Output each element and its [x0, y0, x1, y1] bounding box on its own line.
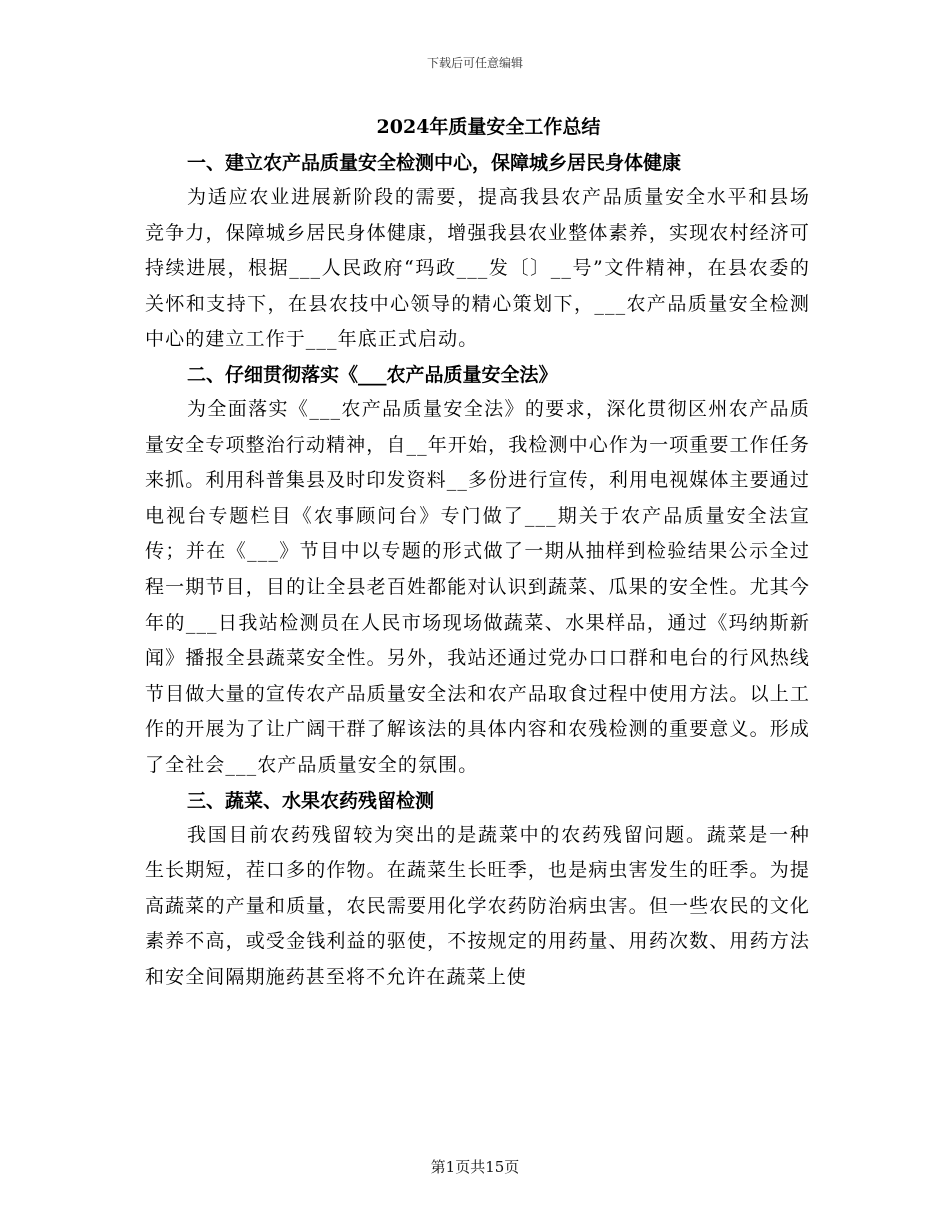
section-paragraph: 为全面落实《___农产品质量安全法》的要求，深化贯彻区州农产品质量安全专项整治行动精神，自__年开始，我检测中心作为一项重要工作任务来抓。利用科普集县及时印发资料__多份进行宣传，利用电视媒体主要通过电视台专题栏目《农事顾问台》专门做了___期关于农产品质量安全法宣传；并在《___》节目中以专题的形式做了一期从抽样到检验结果公示全过程一期节目，目的让全县老百姓都能对认识到蔬菜、瓜果的安全性。尤其今年的___日我站检测员在人民市场现场做蔬菜、水果样品，通过《玛纳斯新闻》播报全县蔬菜安全性。另外，我站还通过党办口口群和电台的行风热线节目做大量的宣传农产品质量安全法和农产品取食过程中使用方法。以上工作的开展为了让广阔干群了解该法的具体内容和农残检测的重要意义。形成了全社会___农产品质量安全的氛围。 [145, 397, 810, 776]
section-heading: 一、建立农产品质量安全检测中心，保障城乡居民身体健康 [187, 152, 682, 174]
section-2 [145, 358, 810, 784]
section-heading: 二、仔细贯彻落实《___农产品质量安全法》 [187, 363, 558, 386]
section-3 [145, 784, 810, 996]
header-note: 下载后可任意编辑 [426, 56, 523, 70]
section-heading: 三、蔬菜、水果农药残留检测 [187, 789, 435, 812]
document-title: 2024年质量安全工作总结 [376, 116, 601, 138]
section-paragraph: 为适应农业进展新阶段的需要，提高我县农产品质量安全水平和县场竞争力，保障城乡居民身体健康，增强我县农业整体素养，实现农村经济可持续进展，根据___人民政府“玛政___发〔〕__号”文件精神，在县农委的关怀和支持下，在县农技中心领导的精心策划下，___农产品质量安全检测中心的建立工作于___年底正式启动。 [145, 186, 810, 351]
page-number: 第1页共15页 [430, 1158, 520, 1176]
document-body [145, 112, 810, 995]
section-paragraph: 我国目前农药残留较为突出的是蔬菜中的农药残留问题。蔬菜是一种生长期短，茬口多的作物。在蔬菜生长旺季，也是病虫害发生的旺季。为提高蔬菜的产量和质量，农民需要用化学农药防治病虫害。但一些农民的文化素养不高，或受金钱利益的驱使，不按规定的用药量、用药次数、用药方法和安全间隔期施药甚至将不允许在蔬菜上使 [145, 823, 810, 988]
section-1 [145, 146, 810, 358]
